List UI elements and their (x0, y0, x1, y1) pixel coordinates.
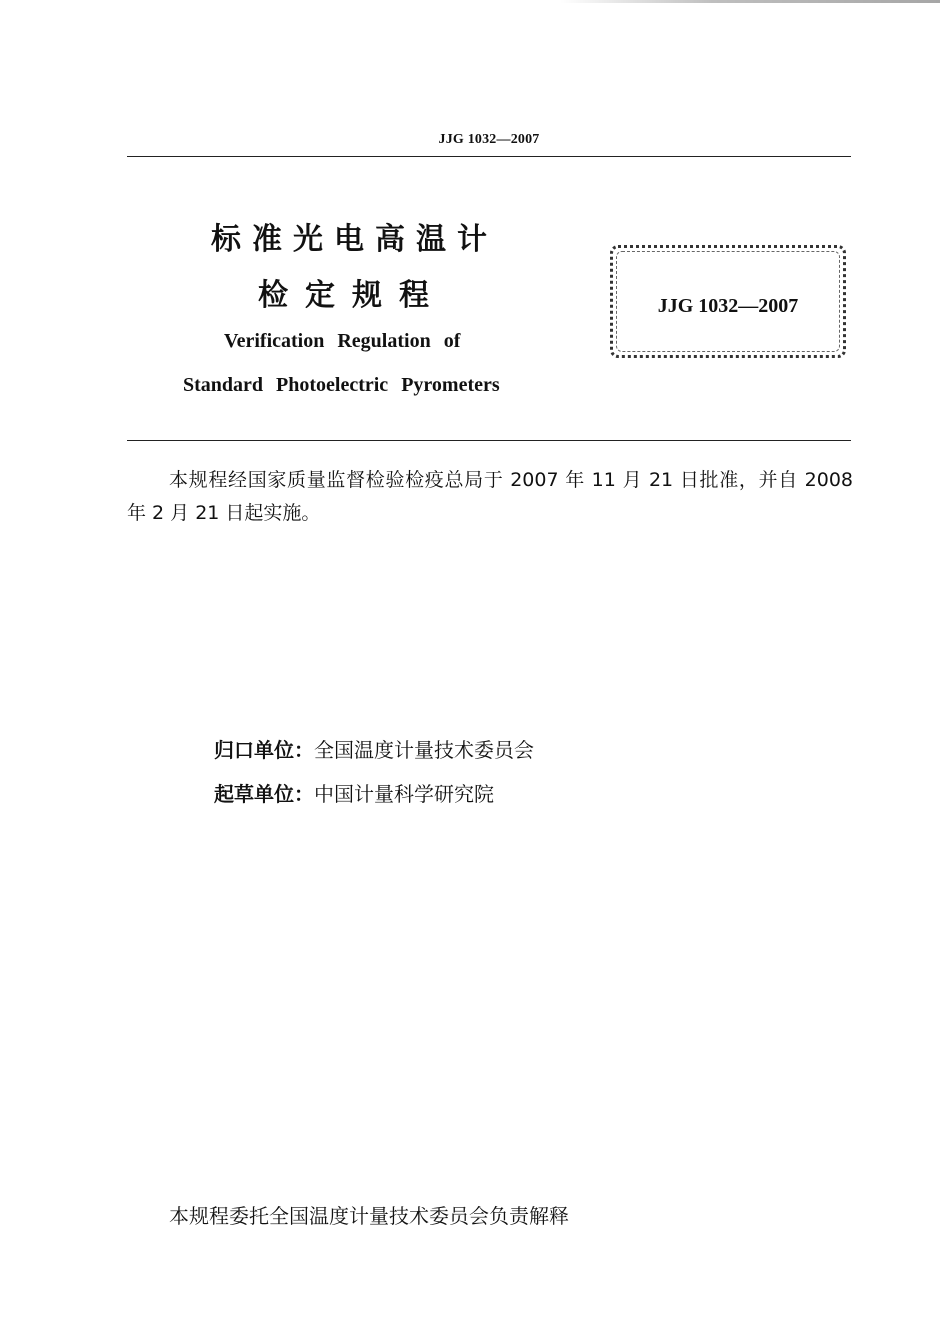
drafting-unit-row (214, 778, 494, 807)
responsible-unit-label: 归口单位： (214, 738, 314, 762)
title-english-line-2: Standard Photoelectric Pyrometers (183, 374, 500, 396)
interpretation-note: 本规程委托全国温度计量技术委员会负责解释 (169, 1204, 569, 1228)
title-chinese-line-1: 标准光电高温计 (211, 222, 498, 257)
standard-code-label: JJG 1032—2007 (657, 295, 799, 317)
header-standard-code: JJG 1032—2007 (438, 132, 540, 147)
drafting-unit-value: 中国计量科学研究院 (314, 782, 494, 806)
responsible-unit-row (214, 734, 534, 763)
responsible-unit-value: 全国温度计量技术委员会 (314, 738, 534, 762)
drafting-unit-label: 起草单位： (214, 782, 314, 806)
title-english-line-1: Verification Regulation of (224, 330, 461, 352)
scan-edge-artifact (560, 0, 940, 3)
header-rule (127, 156, 851, 157)
approval-statement: 本规程经国家质量监督检验检疫总局于 2007 年 11 月 21 日批准，并自 2008 年 2 月 21 日起实施。 (127, 469, 853, 524)
title-chinese-line-2: 检定规程 (258, 278, 446, 313)
section-rule (127, 440, 851, 441)
